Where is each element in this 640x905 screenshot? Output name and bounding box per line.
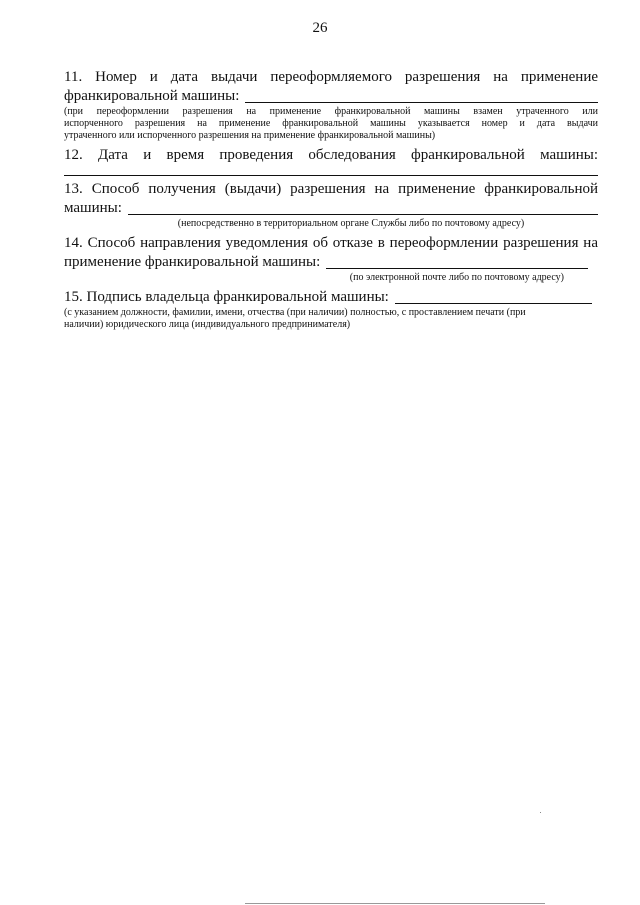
item-11-blank-field[interactable] bbox=[245, 89, 598, 103]
form-content bbox=[64, 68, 598, 335]
item-14-line2 bbox=[64, 253, 598, 272]
item-15-note-line1: (с указанием должности, фамилии, имени, отчества (при наличии) полностью, с проставлением печати (при bbox=[64, 307, 526, 318]
scan-speck bbox=[540, 812, 541, 813]
item-11-label: франкировальной машины: bbox=[64, 88, 240, 104]
item-15-signature-field[interactable] bbox=[395, 290, 592, 304]
page-number: 26 bbox=[312, 20, 328, 36]
item-11-note-line3: утраченного или испорченного разрешения на применение франкировальной машины) bbox=[64, 130, 436, 141]
item-13-label: машины: bbox=[64, 200, 122, 216]
item-15-line1 bbox=[64, 288, 598, 307]
item-13-note: (непосредственно в территориальном органе Службы либо по почтовому адресу) bbox=[177, 218, 525, 229]
item-11-line2 bbox=[64, 87, 598, 106]
item-12-line1: 12. Дата и время проведения обследования франкировальной машины: bbox=[64, 147, 598, 163]
item-14-line1: 14. Способ направления уведомления об отказе в переоформлении разрешения на bbox=[64, 235, 598, 251]
item-11-note-line2: испорченного разрешения на применение франкировальной машины указывается номер и дата выдачи bbox=[64, 118, 598, 129]
item-13-line1: 13. Способ получения (выдачи) разрешения на применение франкировальной bbox=[64, 181, 598, 197]
item-12-blank-field[interactable] bbox=[64, 165, 598, 176]
item-14-note: (по электронной почте либо по почтовому адресу) bbox=[349, 272, 564, 283]
item-15-note-line2: наличии) юридического лица (индивидуального предпринимателя) bbox=[64, 319, 351, 330]
bottom-edge-line bbox=[245, 903, 545, 904]
item-14-blank-field[interactable] bbox=[326, 255, 588, 269]
item-14 bbox=[64, 234, 598, 284]
item-13-line2 bbox=[64, 199, 598, 218]
item-13-blank-field[interactable] bbox=[128, 201, 598, 215]
item-11-line1: 11. Номер и дата выдачи переоформляемого разрешения на применение bbox=[64, 69, 598, 85]
item-15-label: 15. Подпись владельца франкировальной машины: bbox=[64, 289, 389, 305]
item-11 bbox=[64, 68, 598, 142]
item-12 bbox=[64, 146, 598, 176]
item-14-label: применение франкировальной машины: bbox=[64, 254, 321, 270]
item-15 bbox=[64, 288, 598, 331]
item-11-note-line1: (при переоформлении разрешения на применение франкировальной машины взамен утраченного или bbox=[64, 106, 598, 117]
item-13 bbox=[64, 180, 598, 230]
